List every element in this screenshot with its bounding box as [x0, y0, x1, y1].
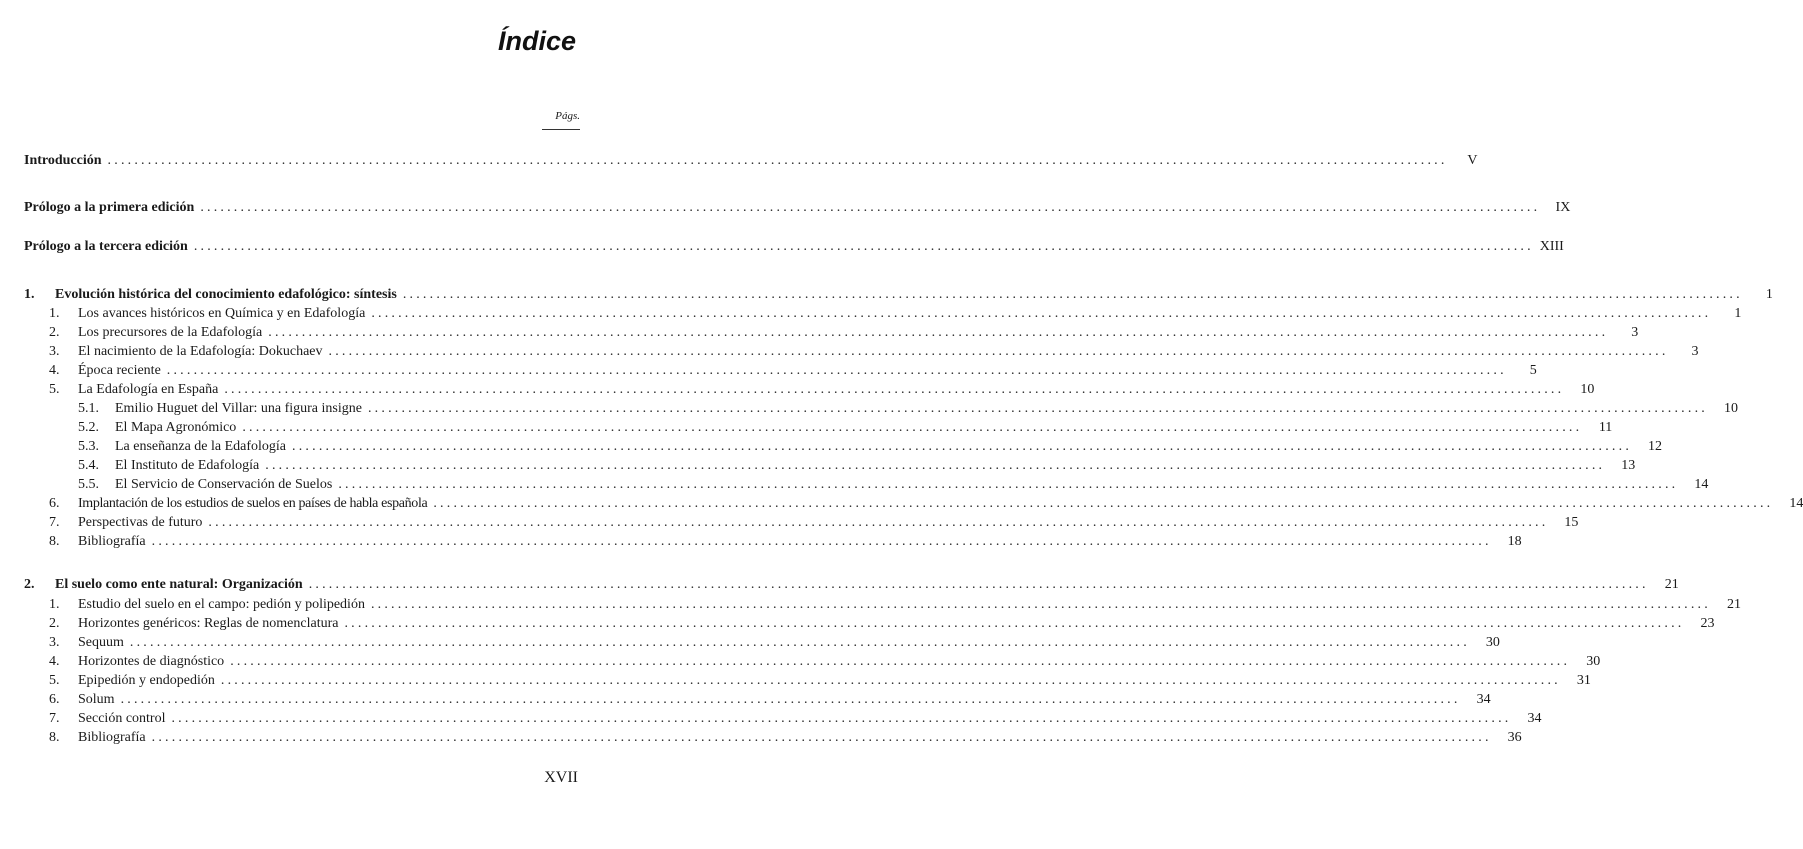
toc-entry-label: Estudio del suelo en el campo: pedión y polipedión: [78, 597, 365, 612]
pages-column-label: Págs.: [555, 110, 580, 122]
leader-dots: ........................................................................................................................................................................................................: [433, 496, 1774, 511]
toc-section: [49, 322, 1639, 342]
toc-entry-label: Bibliografía: [78, 534, 146, 549]
toc-entry-page: 1: [1765, 287, 1773, 302]
toc-entry-page: 23: [1700, 616, 1715, 631]
leader-dots: ........................................................................................................................................................................................................: [120, 692, 1461, 707]
toc-entry-number: 5.3.: [78, 439, 99, 454]
toc-entry-page: 14: [1694, 477, 1709, 492]
toc-entry-label: Perspectivas de futuro: [78, 515, 203, 530]
toc-entry-page: 31: [1576, 673, 1591, 688]
toc-entry-number: 5.1.: [78, 401, 99, 416]
toc-entry-label: La Edafología en España: [78, 382, 219, 397]
leader-dots: ........................................................................................................................................................................................................: [193, 239, 1534, 254]
toc-entry-page: 10: [1580, 382, 1595, 397]
toc-entry-label: Introducción: [24, 153, 102, 168]
toc-section: [49, 727, 1522, 747]
toc-entry-page: 30: [1586, 654, 1601, 669]
toc-entry-page: 36: [1507, 730, 1522, 745]
toc-entry-page: 12: [1648, 439, 1663, 454]
toc-entry-number: 6.: [49, 692, 60, 707]
leader-dots: ........................................................................................................................................................................................................: [107, 153, 1448, 168]
toc-entry-label: El nacimiento de la Edafología: Dokuchaev: [78, 344, 323, 359]
toc-entry-introduccion: [24, 150, 1478, 170]
leader-dots: ........................................................................................................................................................................................................: [129, 635, 1470, 650]
toc-section: [49, 379, 1595, 399]
toc-section: [49, 531, 1522, 551]
leader-dots: ........................................................................................................................................................................................................: [371, 306, 1712, 321]
toc-entry-number: 1.: [24, 287, 35, 302]
toc-entry-page: 18: [1507, 534, 1522, 549]
toc-chapter-2: [24, 574, 1679, 594]
toc-section: [49, 613, 1715, 633]
leader-dots: ........................................................................................................................................................................................................: [208, 515, 1549, 530]
toc-entry-label: Solum: [78, 692, 115, 707]
toc-entry-page: IX: [1555, 200, 1571, 215]
leader-dots: ........................................................................................................................................................................................................: [166, 363, 1507, 378]
toc-section: [49, 360, 1537, 380]
toc-entry-number: 5.: [49, 382, 60, 397]
toc-entry-label: Los precursores de la Edafología: [78, 325, 263, 340]
toc-entry-number: 5.4.: [78, 458, 99, 473]
page-number: XVII: [544, 769, 578, 786]
toc-entry-number: 1.: [49, 306, 60, 321]
toc-entry-label: El Mapa Agronómico: [115, 420, 237, 435]
toc-entry-number: 3.: [49, 344, 60, 359]
toc-entry-label: Los avances históricos en Química y en Edafología: [78, 306, 366, 321]
toc-entry-page: V: [1467, 153, 1478, 168]
toc-entry-label: Horizontes genéricos: Reglas de nomenclatura: [78, 616, 339, 631]
leader-dots: ........................................................................................................................................................................................................: [268, 325, 1609, 340]
toc-entry-label: Evolución histórica del conocimiento edafológico: síntesis: [55, 287, 397, 302]
toc-entry-page: 3: [1631, 325, 1639, 340]
leader-dots: ........................................................................................................................................................................................................: [402, 287, 1743, 302]
toc-entry-page: 15: [1564, 515, 1579, 530]
toc-entry-number: 2.: [49, 616, 60, 631]
toc-subsection: [78, 455, 1636, 475]
leader-dots: ........................................................................................................................................................................................................: [151, 730, 1492, 745]
toc-entry-label: El suelo como ente natural: Organización: [55, 577, 303, 592]
leader-dots: ........................................................................................................................................................................................................: [230, 654, 1571, 669]
leader-dots: ........................................................................................................................................................................................................: [151, 534, 1492, 549]
toc-entry-label: Prólogo a la tercera edición: [24, 239, 188, 254]
leader-dots: ........................................................................................................................................................................................................: [200, 200, 1541, 215]
toc-entry-page: 21: [1664, 577, 1679, 592]
toc-entry-number: 5.5.: [78, 477, 99, 492]
toc-entry-number: 7.: [49, 711, 60, 726]
toc-section: [49, 303, 1742, 323]
toc-subsection: [78, 398, 1738, 418]
toc-section: [49, 512, 1579, 532]
toc-entry-page: 14: [1789, 496, 1803, 511]
toc-entry-page: 34: [1527, 711, 1542, 726]
toc-entry-label: Bibliografía: [78, 730, 146, 745]
toc-entry-number: 7.: [49, 515, 60, 530]
toc-section: [49, 594, 1741, 614]
leader-dots: ........................................................................................................................................................................................................: [328, 344, 1669, 359]
leader-dots: ........................................................................................................................................................................................................: [338, 477, 1679, 492]
toc-entry-page: 30: [1485, 635, 1500, 650]
toc-entry-number: 3.: [49, 635, 60, 650]
toc-entry-label: Prólogo a la primera edición: [24, 200, 195, 215]
toc-subsection: [78, 474, 1709, 494]
toc-entry-number: 2.: [49, 325, 60, 340]
toc-entry-prologo-tercera: [24, 236, 1564, 256]
leader-dots: ........................................................................................................................................................................................................: [242, 420, 1583, 435]
toc-entry-number: 5.2.: [78, 420, 99, 435]
toc-section: [49, 670, 1591, 690]
toc-entry-number: 6.: [49, 496, 60, 511]
toc-entry-number: 2.: [24, 577, 35, 592]
toc-entry-page: 13: [1621, 458, 1636, 473]
leader-dots: ........................................................................................................................................................................................................: [224, 382, 1565, 397]
toc-entry-label: La enseñanza de la Edafología: [115, 439, 287, 454]
leader-dots: ........................................................................................................................................................................................................: [344, 616, 1685, 631]
pages-label-rule: [542, 129, 580, 130]
toc-entry-label: Epipedión y endopedión: [78, 673, 215, 688]
toc-section: [49, 632, 1500, 652]
toc-entry-label: Sequum: [78, 635, 124, 650]
toc-entry-page: 3: [1691, 344, 1699, 359]
toc-entry-number: 4.: [49, 363, 60, 378]
toc-section: [49, 341, 1699, 361]
toc-subsection: [78, 417, 1613, 437]
leader-dots: ........................................................................................................................................................................................................: [292, 439, 1633, 454]
leader-dots: ........................................................................................................................................................................................................: [370, 597, 1711, 612]
page-title: Índice: [497, 26, 576, 56]
toc-entry-label: Época reciente: [78, 363, 161, 378]
leader-dots: ........................................................................................................................................................................................................: [265, 458, 1606, 473]
toc-entry-label: Horizontes de diagnóstico: [78, 654, 225, 669]
leader-dots: ........................................................................................................................................................................................................: [220, 673, 1561, 688]
toc-entry-prologo-primera: [24, 197, 1571, 217]
toc-entry-page: 5: [1529, 363, 1537, 378]
toc-entry-page: XIII: [1539, 239, 1564, 254]
toc-section: [49, 651, 1601, 671]
toc-entry-page: 21: [1726, 597, 1741, 612]
toc-entry-number: 1.: [49, 597, 60, 612]
toc-entry-label: El Instituto de Edafología: [115, 458, 260, 473]
toc-entry-page: 34: [1476, 692, 1491, 707]
leader-dots: ........................................................................................................................................................................................................: [367, 401, 1708, 416]
toc-section: [49, 708, 1542, 728]
toc-entry-label: Implantación de los estudios de suelos en países de habla española: [78, 496, 428, 511]
toc-entry-number: 5.: [49, 673, 60, 688]
toc-entry-number: 8.: [49, 534, 60, 549]
toc-entry-number: 8.: [49, 730, 60, 745]
toc-subsection: [78, 436, 1663, 456]
toc-entry-page: 11: [1598, 420, 1613, 435]
toc-entry-page: 1: [1734, 306, 1742, 321]
leader-dots: ........................................................................................................................................................................................................: [171, 711, 1512, 726]
toc-entry-page: 10: [1723, 401, 1738, 416]
toc-entry-label: El Servicio de Conservación de Suelos: [115, 477, 333, 492]
toc-section: [49, 493, 1803, 513]
toc-entry-label: Sección control: [78, 711, 166, 726]
toc-chapter-1: [24, 284, 1773, 304]
toc-entry-label: Emilio Huguet del Villar: una figura insigne: [115, 401, 362, 416]
leader-dots: ........................................................................................................................................................................................................: [308, 577, 1649, 592]
toc-section: [49, 689, 1491, 709]
toc-entry-number: 4.: [49, 654, 60, 669]
